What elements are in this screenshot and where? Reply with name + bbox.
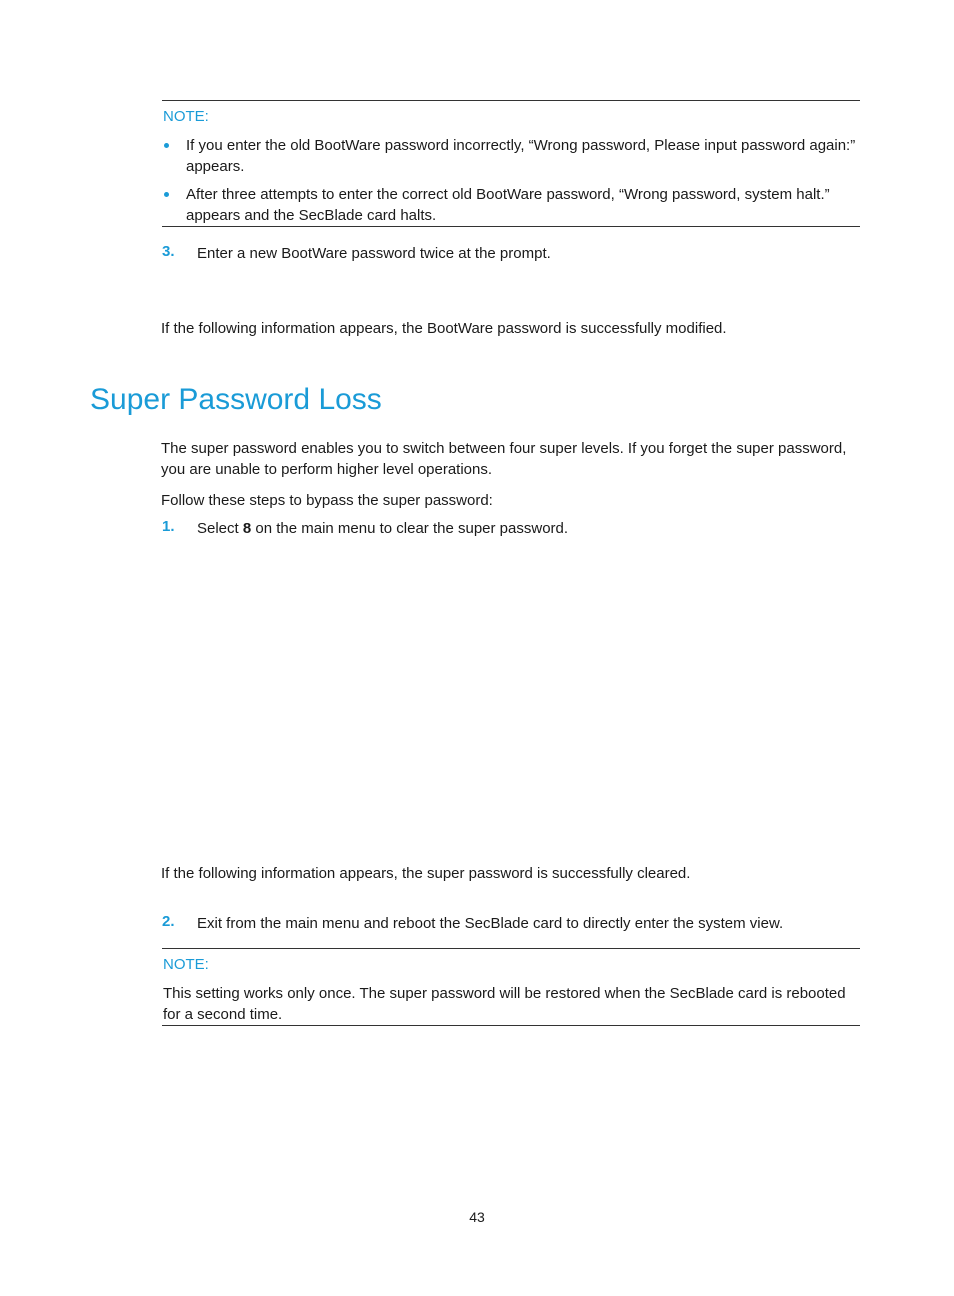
step-number: 3.: [162, 243, 175, 260]
step-text-part: Select: [197, 520, 243, 537]
paragraph: If the following information appears, the super password is successfully cleared.: [161, 865, 691, 882]
note-top-rule: [162, 100, 860, 101]
page-number: 43: [469, 1209, 485, 1225]
bullet-icon: [164, 192, 169, 197]
note-bullet-item: If you enter the old BootWare password incorrectly, “Wrong password, Please input password again:” appears.: [186, 137, 856, 175]
paragraph: Follow these steps to bypass the super password:: [161, 492, 493, 509]
step-number: 2.: [162, 913, 175, 930]
step-text-part: on the main menu to clear the super password.: [251, 520, 569, 537]
note-label: NOTE:: [163, 108, 209, 125]
page-title: Super Password Loss: [90, 383, 382, 416]
note-label: NOTE:: [163, 956, 209, 973]
step-number: 1.: [162, 518, 175, 535]
note-bottom-rule: [162, 1025, 860, 1026]
note-text: This setting works only once. The super password will be restored when the SecBlade card is rebooted for a second time.: [163, 985, 846, 1023]
step-text: Exit from the main menu and reboot the SecBlade card to directly enter the system view.: [197, 915, 784, 932]
step-text: Enter a new BootWare password twice at the prompt.: [197, 245, 551, 262]
note-top-rule: [162, 948, 860, 949]
step-text: [197, 518, 857, 539]
paragraph: If the following information appears, the BootWare password is successfully modified.: [161, 320, 727, 337]
menu-option-number: 8: [242, 520, 252, 537]
note-bullet-item: After three attempts to enter the correct old BootWare password, “Wrong password, system halt.” appears and the SecBlade card halts.: [186, 186, 830, 224]
paragraph: The super password enables you to switch between four super levels. If you forget the super password, you are unable to perform higher level operations.: [161, 440, 847, 478]
bullet-icon: [164, 143, 169, 148]
note-bottom-rule: [162, 226, 860, 227]
